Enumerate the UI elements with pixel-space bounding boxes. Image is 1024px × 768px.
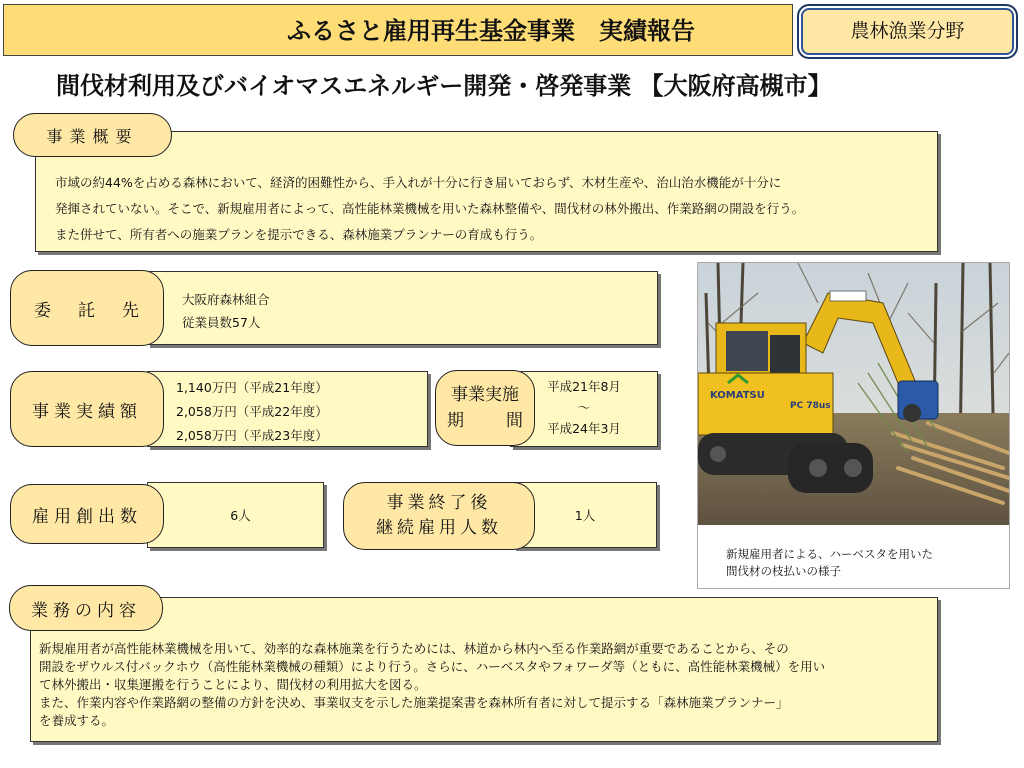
work-line: 開設をザウルス付バックホウ（高性能林業機械の種類）により行う。さらに、ハーベスタやフォワーダ等（ともに、高性能林業機械）を用い: [39, 659, 826, 674]
work-content-label: 業務の内容: [9, 585, 163, 631]
period-separator: ～: [577, 400, 591, 415]
continued-employment-label: [343, 482, 535, 550]
period-label: [435, 370, 535, 446]
category-label: 農林漁業分野: [850, 20, 965, 42]
continued-employment-label-line1: 事業終了後: [386, 493, 492, 513]
result-amount: 2,058万円（平成23年度）: [176, 428, 328, 443]
photo-frame: [697, 262, 1010, 589]
jobs-value: 6人: [230, 508, 251, 523]
category-badge: [797, 4, 1018, 59]
page-title: 間伐材利用及びバイオマスエネルギー開発・啓発事業 【大阪府高槻市】: [56, 72, 832, 100]
period-label-line1: 事業実施: [451, 385, 519, 405]
photo-caption-line: 新規雇用者による、ハーベスタを用いた: [726, 547, 933, 561]
machine-model: PC 78us: [790, 401, 831, 411]
work-line: を養成する。: [39, 713, 115, 728]
result-amount: 1,140万円（平成21年度）: [176, 380, 328, 395]
result-amount: 2,058万円（平成22年度）: [176, 404, 328, 419]
period-start: 平成21年8月: [547, 379, 621, 394]
contractor-name: 大阪府森林組合: [182, 292, 270, 307]
summary-panel: [35, 131, 938, 252]
jobs-panel: [147, 482, 324, 548]
summary-line: 市域の約44%を占める森林において、経済的困難性から、手入れが十分に行き届いておらず、木材生産や、治山治水機能が十分に: [55, 175, 782, 190]
contractor-label-char: 先: [122, 300, 140, 321]
period-end: 平成24年3月: [547, 421, 621, 436]
harvester-illustration: [698, 263, 1009, 525]
summary-line: 発揮されていない。そこで、新規雇用者によって、高性能林業機械を用いた森林整備や、間伐材の林外搬出、作業路網の開設を行う。: [55, 201, 805, 216]
results-panel: [147, 371, 428, 447]
jobs-label: 雇用創出数: [10, 484, 164, 544]
photo-caption: [726, 546, 933, 580]
period-label-char: 期: [447, 411, 464, 431]
work-content-panel: [30, 597, 938, 742]
work-line: て林外搬出・収集運搬を行うことにより、間伐材の利用拡大を図る。: [39, 677, 427, 692]
results-label: 事業実績額: [10, 371, 164, 447]
contractor-panel: [147, 271, 658, 345]
report-title: ふるさと雇用再生基金事業 実績報告: [287, 17, 695, 45]
contractor-label-char: 託: [78, 300, 96, 321]
contractor-label: [10, 270, 164, 346]
work-line: 新規雇用者が高性能林業機械を用いて、効率的な森林施業を行うためには、林道から林内へ至る作業路網が重要であることから、その: [39, 641, 789, 656]
work-line: また、作業内容や作業路網の整備の方針を決め、事業収支を示した施業提案書を森林所有者に対して提示する「森林施業プランナー」: [39, 695, 789, 710]
continued-employment-value: 1人: [574, 508, 596, 523]
machine-brand: KOMATSU: [710, 390, 765, 401]
contractor-label-char: 委: [34, 300, 52, 321]
harvester-photo: [698, 263, 1009, 525]
continued-employment-label-line2: 継続雇用人数: [376, 518, 502, 538]
report-header: [3, 4, 793, 56]
photo-caption-line: 間伐材の枝払いの様子: [726, 564, 841, 578]
summary-label: 事業概要: [13, 113, 172, 157]
contractor-employees: 従業員数57人: [182, 315, 261, 330]
summary-line: また併せて、所有者への施業プランを提示できる、森林施業プランナーの育成も行う。: [55, 227, 543, 242]
period-label-char: 間: [506, 411, 523, 431]
